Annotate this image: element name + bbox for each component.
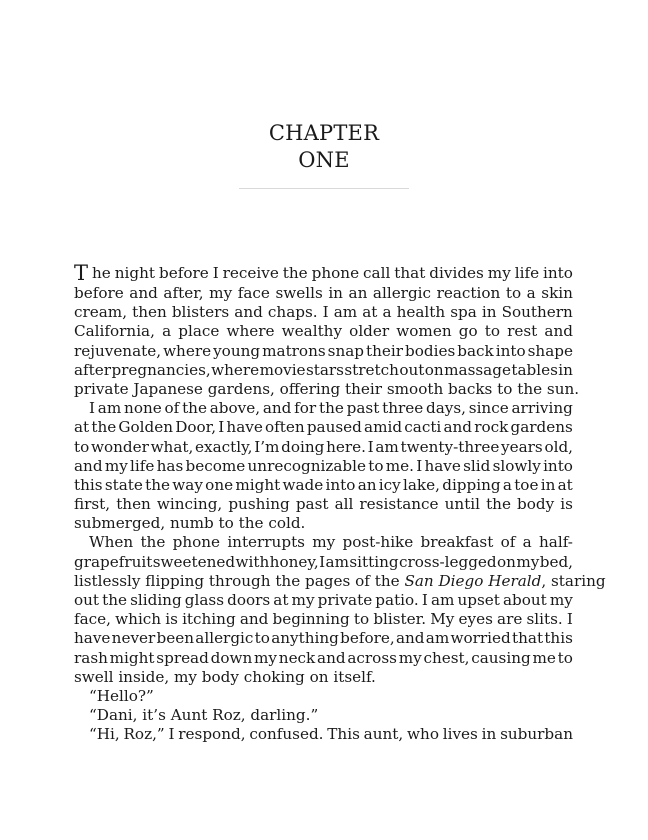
text-line: have never been allergic to anything before, and am worried that this xyxy=(74,629,573,648)
text-line: to wonder what, exactly, I’m doing here. I am twenty-three years old, xyxy=(74,437,573,456)
chapter-label: CHAPTER xyxy=(268,121,380,145)
text-line: out the sliding glass doors at my private patio. I am upset about my xyxy=(74,591,573,609)
text-line: private Japanese gardens, offering their smooth backs to the sun. xyxy=(74,379,580,398)
text-line: after pregnancies, where movie stars stretch out on massage tables in xyxy=(74,360,573,379)
text-line: and my life has become unrecognizable to me. I have slid slowly into xyxy=(74,456,573,475)
text-line: cream, then blisters and chaps. I am at a health spa in Southern xyxy=(74,303,573,322)
text-line: before and after, my face swells in an allergic reaction to a skin xyxy=(74,284,573,302)
line-text: he night before I receive the phone call that divides my life into xyxy=(92,264,573,282)
text-line: face, which is itching and beginning to blister. My eyes are slits. I xyxy=(74,610,573,629)
drop-cap-letter: T xyxy=(74,261,89,285)
text-line: California, a place where wealthy older women go to rest and xyxy=(74,322,573,341)
chapter-number: ONE xyxy=(298,148,350,172)
heading-divider xyxy=(239,188,409,189)
text-line: rejuvenate, where young matrons snap their bodies back into shape xyxy=(74,341,573,360)
text-line xyxy=(74,571,606,591)
newspaper-title: San Diego Herald xyxy=(404,571,542,590)
chapter-body xyxy=(74,261,606,745)
line-text: listlessly flipping through the pages of the xyxy=(74,571,405,590)
text-line: at the Golden Door, I have often paused amid cacti and rock gardens xyxy=(74,418,573,437)
text-line: submerged, numb to the cold. xyxy=(74,514,306,533)
text-line: grapefruit sweetened with honey, I am sitting cross-legged on my bed, xyxy=(74,552,573,571)
text-line: swell inside, my body choking on itself. xyxy=(74,667,376,686)
text-line: first, then wincing, pushing past all resistance until the body is xyxy=(74,495,573,514)
text-line xyxy=(74,263,573,284)
text-line: “Dani, it’s Aunt Roz, darling.” xyxy=(89,706,319,725)
chapter-heading xyxy=(0,120,648,174)
text-line: rash might spread down my neck and across my chest, causing me to xyxy=(74,648,573,667)
text-line: “Hello?” xyxy=(89,686,154,705)
line-text: , staring xyxy=(541,571,606,590)
text-line: When the phone interrupts my post-hike breakfast of a half- xyxy=(89,533,573,552)
text-line: I am none of the above, and for the past three days, since arriving xyxy=(89,399,573,418)
text-line: “Hi, Roz,” I respond, confused. This aunt, who lives in suburban xyxy=(89,725,573,744)
text-line: this state the way one might wade into an icy lake, dipping a toe in at xyxy=(74,475,573,494)
